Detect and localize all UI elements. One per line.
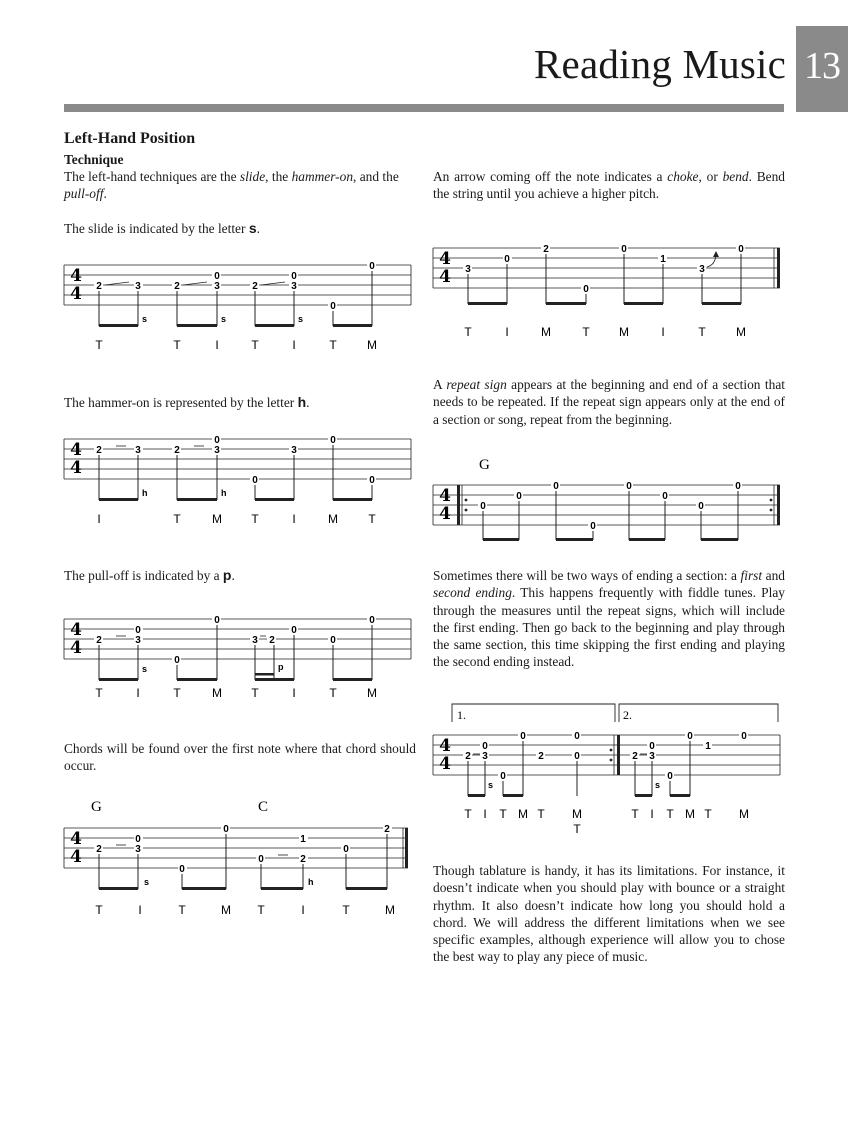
- tab-note: 0: [741, 731, 747, 742]
- tab-note: 0: [214, 435, 220, 446]
- tab-note: 3: [135, 281, 141, 292]
- time-signature-top: 4: [439, 486, 451, 506]
- tab-note: 3: [482, 751, 488, 762]
- tab-note: 0: [735, 481, 741, 492]
- tab-note: 0: [258, 854, 264, 865]
- finger-label: I: [505, 325, 509, 339]
- time-signature-bottom: 4: [439, 504, 451, 524]
- finger-label: M: [518, 807, 528, 821]
- finger-label: T: [499, 807, 507, 821]
- tab-note: 0: [135, 834, 141, 845]
- endings-paragraph: Sometimes there will be two ways of ending a section: a first and second ending. This happens frequently with fiddle tunes. Play through the measures until the repeat signs, which will include the first ending. Then go back to the beginning and play through the same section, this time skipping the first ending and playing the second ending instead.: [433, 568, 786, 670]
- finger-label: T: [173, 512, 181, 526]
- finger-label: I: [138, 903, 142, 917]
- finger-label: T: [178, 903, 186, 917]
- tab-note: 0: [330, 435, 336, 446]
- finger-label: I: [661, 325, 665, 339]
- finger-label: T: [368, 512, 376, 526]
- tab-note: 0: [583, 284, 589, 295]
- tab-note: 2: [96, 445, 102, 456]
- bend-arrowhead-icon: [713, 251, 719, 257]
- tab-note: 3: [465, 264, 471, 275]
- finger-label: T: [704, 807, 712, 821]
- tab-note: 2: [300, 854, 306, 865]
- hammer-technique-label: h: [221, 488, 227, 498]
- tab-note: 3: [649, 751, 655, 762]
- endings-tab-staff: [433, 702, 785, 836]
- header-rule: [64, 104, 784, 112]
- tab-note: 0: [179, 864, 185, 875]
- tab-note: 1: [660, 254, 666, 265]
- finger-label: T: [95, 338, 103, 352]
- tab-note: 2: [384, 824, 390, 835]
- tab-note: 2: [96, 281, 102, 292]
- tab-note: 1: [300, 834, 306, 845]
- finger-label: M: [385, 903, 395, 917]
- tab-note: 0: [738, 244, 744, 255]
- time-signature-top: 4: [70, 266, 82, 286]
- finger-label: I: [292, 338, 296, 352]
- finger-label: M: [572, 807, 582, 821]
- finger-label: I: [292, 686, 296, 700]
- tab-note: 0: [482, 741, 488, 752]
- time-signature-top: 4: [439, 736, 451, 756]
- tab-note: 0: [626, 481, 632, 492]
- finger-label: T: [464, 325, 472, 339]
- finger-label: T: [698, 325, 706, 339]
- tab-note: 0: [553, 481, 559, 492]
- finger-label: I: [215, 338, 219, 352]
- time-signature-bottom: 4: [70, 638, 82, 658]
- tab-note: 0: [343, 844, 349, 855]
- time-signature-top: 4: [70, 440, 82, 460]
- finger-label: T: [582, 325, 590, 339]
- repeat-tab-staff: [433, 452, 785, 544]
- tab-note: 2: [269, 635, 275, 646]
- finger-label: I: [650, 807, 654, 821]
- pulloff-technique-label: p: [278, 662, 284, 672]
- time-signature-bottom: 4: [70, 847, 82, 867]
- limitations-paragraph: Though tablature is handy, it has its limitations. For instance, it doesn’t indicate when you should play with bounce or a straight rhythm. It also doesn’t indicate how long you should hold a chord. We will address the different limitations when we see specific examples, although experience will allow you to chose the best way to play any piece of music.: [433, 863, 785, 965]
- tab-note: 3: [135, 635, 141, 646]
- tab-note: 0: [698, 501, 704, 512]
- tab-note: 0: [252, 475, 258, 486]
- finger-label: T: [95, 903, 103, 917]
- time-signature-bottom: 4: [439, 267, 451, 287]
- tab-note: 2: [174, 445, 180, 456]
- tab-note: 0: [291, 271, 297, 282]
- tab-note: 0: [223, 824, 229, 835]
- slide-paragraph: The slide is indicated by the letter s.: [64, 220, 260, 236]
- tab-note: 0: [590, 521, 596, 532]
- finger-label: T: [173, 686, 181, 700]
- finger-label: T: [257, 903, 265, 917]
- time-signature-top: 4: [70, 620, 82, 640]
- tab-note: 0: [687, 731, 693, 742]
- slide-technique-label: s: [144, 877, 150, 887]
- hammer-technique-label: h: [308, 877, 314, 887]
- tab-note: 1: [705, 741, 711, 752]
- tab-note: 0: [135, 625, 141, 636]
- slide-technique-label: s: [142, 314, 148, 324]
- first-ending-bracket: [452, 704, 615, 722]
- tab-note: 2: [538, 751, 544, 762]
- tab-note: 0: [574, 751, 580, 762]
- tab-note: 3: [214, 445, 220, 456]
- tab-note: 0: [174, 655, 180, 666]
- finger-label: T: [342, 903, 350, 917]
- pulloff-paragraph: The pull-off is indicated by a p.: [64, 567, 235, 583]
- time-signature-bottom: 4: [70, 458, 82, 478]
- tab-note: 3: [699, 264, 705, 275]
- finger-label: M: [367, 686, 377, 700]
- slide-technique-label: s: [298, 314, 304, 324]
- tab-note: 3: [291, 281, 297, 292]
- tab-note: 0: [500, 771, 506, 782]
- tab-note: 0: [330, 635, 336, 646]
- finger-label: M: [619, 325, 629, 339]
- tab-note: 0: [504, 254, 510, 265]
- finger-label: M: [541, 325, 551, 339]
- first-ending-label: 1.: [457, 708, 466, 722]
- finger-label: M: [739, 807, 749, 821]
- tab-note: 0: [330, 301, 336, 312]
- finger-label: M: [685, 807, 695, 821]
- finger-label: T: [251, 686, 259, 700]
- tab-note: 0: [667, 771, 673, 782]
- tab-note: 0: [369, 615, 375, 626]
- finger-label: I: [97, 512, 101, 526]
- section-heading: Left-Hand Position: [64, 130, 196, 147]
- tab-note: 0: [214, 615, 220, 626]
- chord-symbol: G: [479, 457, 490, 473]
- section-subheading: Technique: [64, 152, 124, 167]
- choke-tab-staff: [433, 236, 785, 342]
- tab-note: 3: [252, 635, 258, 646]
- tab-note: 2: [96, 635, 102, 646]
- finger-label: T: [173, 338, 181, 352]
- chords-tab-staff: [64, 795, 416, 920]
- finger-label: T: [537, 807, 545, 821]
- time-signature-top: 4: [70, 829, 82, 849]
- finger-label: T: [329, 338, 337, 352]
- finger-label: T: [329, 686, 337, 700]
- hammer-technique-label: h: [142, 488, 148, 498]
- slide-tab-staff: [64, 258, 416, 358]
- tab-note: 0: [649, 741, 655, 752]
- tab-note: 0: [520, 731, 526, 742]
- tab-note: 0: [291, 625, 297, 636]
- slide-technique-label: s: [488, 780, 494, 790]
- tab-note: 0: [214, 271, 220, 282]
- page-header-title: Reading Music: [534, 41, 786, 87]
- finger-label: I: [136, 686, 140, 700]
- time-signature-bottom: 4: [439, 754, 451, 774]
- finger-label: T: [251, 512, 259, 526]
- chords-paragraph: Chords will be found over the first note where that chord should occur.: [64, 741, 416, 774]
- tab-note: 2: [632, 751, 638, 762]
- tab-note: 2: [174, 281, 180, 292]
- tab-note: 2: [543, 244, 549, 255]
- tab-note: 2: [96, 844, 102, 855]
- hammer-tab-staff: [64, 432, 416, 532]
- finger-label: T: [573, 822, 581, 836]
- finger-label: I: [292, 512, 296, 526]
- finger-label: T: [95, 686, 103, 700]
- finger-label: M: [212, 512, 222, 526]
- finger-label: M: [367, 338, 377, 352]
- tab-note: 3: [291, 445, 297, 456]
- tab-note: 2: [465, 751, 471, 762]
- intro-paragraph: The left-hand techniques are the slide, the hammer-on, and the pull-off.: [64, 169, 399, 202]
- tab-note: 0: [621, 244, 627, 255]
- finger-label: T: [631, 807, 639, 821]
- time-signature-top: 4: [439, 249, 451, 269]
- second-ending-label: 2.: [623, 708, 632, 722]
- finger-label: T: [464, 807, 472, 821]
- finger-label: T: [666, 807, 674, 821]
- chord-symbol: G: [91, 799, 102, 815]
- tab-note: 0: [574, 731, 580, 742]
- page-number: 13: [804, 45, 840, 87]
- finger-label: M: [221, 903, 231, 917]
- tab-note: 3: [135, 445, 141, 456]
- finger-label: I: [483, 807, 487, 821]
- choke-paragraph: An arrow coming off the note indicates a choke, or bend. Bend the string until you achieve a higher pitch.: [433, 169, 785, 202]
- tab-note: 0: [369, 261, 375, 272]
- tab-note: 0: [516, 491, 522, 502]
- time-signature-bottom: 4: [70, 284, 82, 304]
- finger-label: T: [251, 338, 259, 352]
- tab-note: 0: [369, 475, 375, 486]
- slide-technique-label: s: [655, 780, 661, 790]
- tab-note: 3: [214, 281, 220, 292]
- finger-label: M: [736, 325, 746, 339]
- slide-technique-label: s: [221, 314, 227, 324]
- chord-symbol: C: [258, 799, 269, 815]
- pulloff-tab-staff: [64, 612, 416, 712]
- finger-label: I: [301, 903, 305, 917]
- finger-label: M: [212, 686, 222, 700]
- slide-technique-label: s: [142, 664, 148, 674]
- repeat-paragraph: A repeat sign appears at the beginning and end of a section that needs to be repeated. If the repeat sign appears only at the end of a section or song, repeat from the beginning.: [433, 377, 785, 427]
- tab-note: 2: [252, 281, 258, 292]
- second-ending-bracket: [619, 704, 778, 722]
- hammer-paragraph: The hammer-on is represented by the letter h.: [64, 394, 310, 410]
- finger-label: M: [328, 512, 338, 526]
- tab-note: 0: [480, 501, 486, 512]
- tab-note: 3: [135, 844, 141, 855]
- tab-note: 0: [662, 491, 668, 502]
